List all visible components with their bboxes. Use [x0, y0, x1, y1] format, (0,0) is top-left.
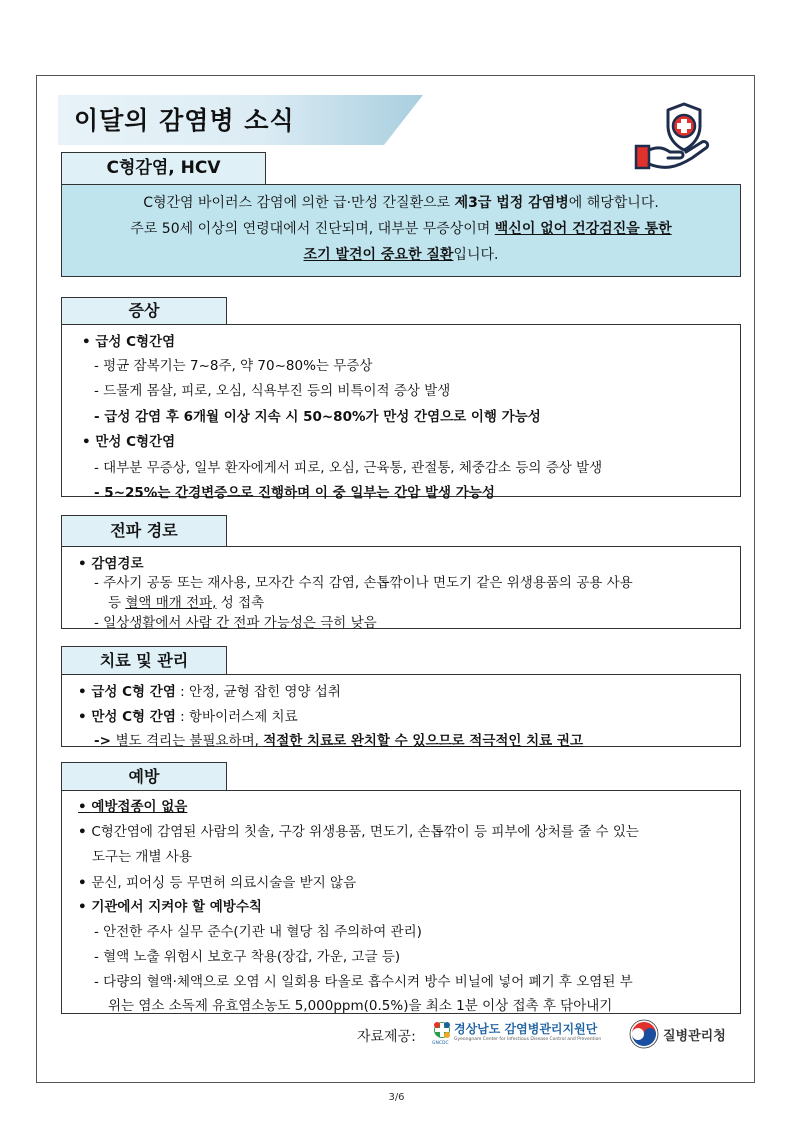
transmission-head: • 감염경로 — [78, 552, 144, 572]
intro-line-1: C형간염 바이러스 감염에 의한 급·만성 간질환으로 제3급 법정 감염병에 해당합니다. — [143, 195, 659, 211]
transmission-tab: 전파 경로 — [61, 515, 227, 547]
prevention-sub-3b: 위는 염소 소독제 유효염소농도 5,000ppm(0.5%)을 최소 1분 이상 접촉 후 닦아내기 — [108, 998, 613, 1014]
treatment-tab: 치료 및 관리 — [61, 646, 227, 675]
disease-title-tab: C형감염, HCV — [61, 152, 266, 185]
kdca-logo: 질병관리청 — [629, 1018, 739, 1050]
transmission-line-3: - 일상생활에서 사람 간 전파 가능성은 극히 낮음 — [94, 615, 377, 631]
source-credit-label: 자료제공: — [357, 1029, 416, 1045]
prevention-sub-3a: - 다량의 혈액·체액으로 오염 시 일회용 타올로 흡수시켜 방수 비닐에 넣어 폐기 후 오염된 부 — [94, 974, 633, 990]
treatment-chronic: • 만성 C형 간염 : 항바이러스제 치료 — [78, 705, 298, 725]
prevention-item-2a: • C형간염에 감염된 사람의 칫솔, 구강 위생용품, 면도기, 손톱깎이 등 피부에 상처를 줄 수 있는 — [78, 820, 639, 840]
prevention-item-4: • 기관에서 지켜야 할 예방수칙 — [78, 895, 262, 915]
intro-line-3: 조기 발견이 중요한 질환입니다. — [303, 247, 499, 263]
treatment-acute: • 급성 C형 간염 : 안정, 균형 잡힌 영양 섭취 — [78, 680, 341, 700]
page-number: 3/6 — [388, 1092, 405, 1103]
prevention-item-2b: 도구는 개별 사용 — [92, 849, 192, 865]
intro-summary-box — [61, 184, 741, 277]
symptom-acute-2: - 드물게 몸살, 피로, 오심, 식욕부진 등의 비특이적 증상 발생 — [94, 383, 451, 399]
prevention-item-3: • 문신, 피어싱 등 무면허 의료시술을 받지 않음 — [78, 871, 356, 891]
symptom-chronic-head: • 만성 C형간염 — [82, 430, 175, 450]
intro-line-2: 주로 50세 이상의 연령대에서 진단되며, 대부분 무증상이며 백신이 없어 건강검진을 통한 — [130, 221, 672, 237]
kdca-logo-icon — [629, 1019, 659, 1049]
symptom-acute-head: • 급성 C형간염 — [82, 330, 175, 350]
page-title: 이달의 감염병 소식 — [74, 106, 295, 135]
transmission-line-2: 등 혈액 매개 전파, 성 접촉 — [108, 595, 265, 611]
symptom-chronic-2: - 5~25%는 간경변증으로 진행하며 이 중 일부는 간암 발생 가능성 — [94, 485, 495, 501]
transmission-line-1: - 주사기 공동 또는 재사용, 모자간 수직 감염, 손톱깎이나 면도기 같은 위생용품의 공용 사용 — [94, 575, 633, 591]
gncdc-logo: GNCDC 경상남도 감염병관리지원단 Gyeongnam Center for Infectious Disease Control and Prevention — [432, 1022, 602, 1046]
prevention-tab: 예방 — [61, 762, 227, 791]
prevention-sub-2: - 혈액 노출 위험시 보호구 착용(장갑, 가운, 고글 등) — [94, 949, 401, 965]
treatment-recommendation: -> 별도 격리는 불필요하며, 적절한 치료로 완치할 수 있으므로 적극적인 치료 권고 — [94, 733, 584, 749]
prevention-item-1: • 예방접종이 없음 — [78, 795, 187, 815]
prevention-sub-1: - 안전한 주사 실무 준수(기관 내 혈당 침 주의하여 관리) — [94, 924, 422, 940]
symptom-chronic-1: - 대부분 무증상, 일부 환자에게서 피로, 오심, 근육통, 관절통, 체중감소 등의 증상 발생 — [94, 460, 603, 476]
symptom-acute-3: - 급성 감염 후 6개월 이상 지속 시 50~80%가 만성 간염으로 이행 가능성 — [94, 409, 541, 425]
symptoms-tab: 증상 — [61, 297, 227, 325]
symptom-acute-1: - 평균 잠복기는 7~8주, 약 70~80%는 무증상 — [94, 358, 373, 374]
shield-cross-hand-icon — [634, 100, 710, 174]
